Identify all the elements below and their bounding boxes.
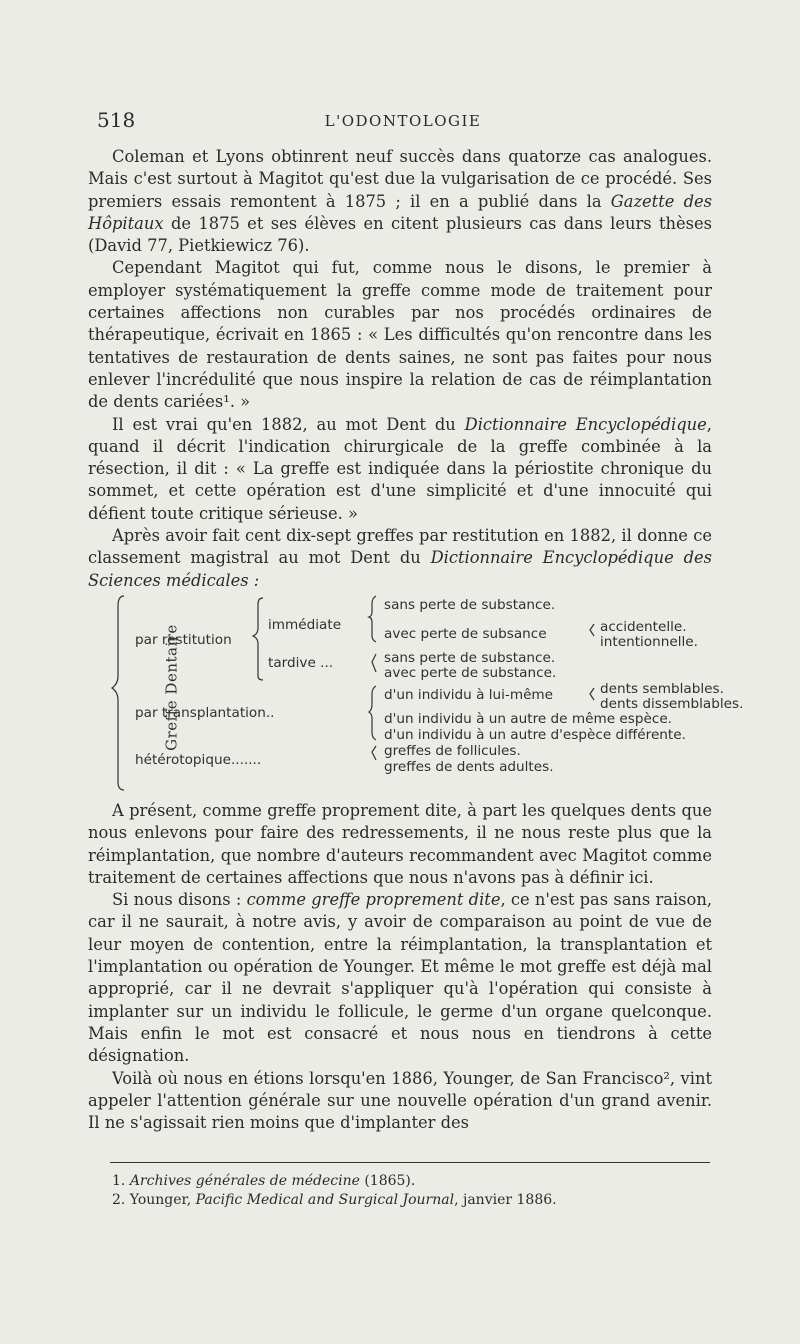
text-run: (1865). (359, 1173, 416, 1189)
transplantation-brace (369, 686, 376, 740)
running-title: L'ODONTOLOGIE (324, 112, 482, 130)
lui-meme-brace (590, 688, 594, 700)
text-run: Si nous disons : (112, 890, 247, 910)
text-run: Il est vrai qu'en 1882, au mot Dent du (112, 414, 465, 434)
text-run: , janvier 1886. (454, 1192, 557, 1208)
label-heterotopique: hétérotopique....... (135, 752, 262, 768)
page-header (97, 108, 709, 138)
label-individu-lui-meme: d'un individu à lui-même (384, 687, 554, 703)
text-run: Cependant Magitot qui fut, comme nous le disons, le premier à employer systématiquement la greffe comme mode de traitement pour certaines affections non curables par nos procédés ordinaires de thérapeutique, écrivait en 1865 : « Les difficultés qu'on rencontre dans les tentatives de restauration de dents saines, ne sont pas faites pour nous enlever l'incrédulité que nous inspire la relation de cas de réimplantation de dents cariées¹. » (88, 258, 712, 412)
label-espece-differente: d'un individu à un autre d'espèce différente. (384, 727, 686, 743)
paragraph (88, 525, 712, 592)
body-text-bottom (88, 800, 712, 1134)
label-tardive: tardive ... (268, 655, 334, 671)
paragraph (88, 800, 712, 889)
main-brace (112, 596, 124, 790)
label-dents-adultes: greffes de dents adultes. (384, 759, 554, 775)
label-sans-perte-1: sans perte de substance. (384, 597, 556, 613)
page-number: 518 (97, 108, 136, 132)
text-run: Après avoir fait cent dix-sept greffes par restitution en 1882, il donne ce classement magistral au mot Dent du (88, 526, 712, 568)
heterotopique-brace (372, 746, 376, 760)
text-run: de 1875 et ses élèves en citent plusieurs cas dans leurs thèses (David 77, Pietkiewicz 76). (88, 213, 712, 256)
tardive-brace (372, 654, 376, 672)
label-intentionnelle: intentionnelle. (600, 634, 698, 650)
italic-run: comme greffe proprement dite (246, 890, 501, 910)
label-sans-perte-2: sans perte de substance. (384, 650, 556, 666)
italic-run: Dictionnaire Encyclopédique des Sciences médicales : (88, 548, 712, 590)
text-run: Coleman et Lyons obtinrent neuf succès dans quatorze cas analogues. Mais c'est surtout à Magitot qu'est due la vulgarisation de ce procédé. Ses premiers essais remontent à 1875 ; il en a publié dans la (88, 147, 712, 211)
paragraph (88, 146, 712, 257)
label-par-transplantation: par transplantation.. (135, 705, 275, 721)
restitution-brace (253, 598, 263, 680)
paragraph (88, 257, 712, 413)
footnotes (112, 1172, 712, 1210)
label-avec-perte-1: avec perte de subsance (384, 626, 547, 642)
label-dents-dissemblables: dents dissemblables. (600, 696, 744, 712)
text-run: , ce n'est pas sans raison, car il ne saurait, à notre avis, y avoir de comparaison au point de vue de leur moyen de contention, entre la réimplantation, la transplantation et l'implantation ou opération de Younger. Et même le mot greffe est déjà mal approprié, car il ne devrait s'appliquer qu'à l'opération qui consiste à implanter sur un individu le follicule, le germe d'un organe quelconque. Mais enfin le mot est consacré et nous nous en tiendrons à cette désignation. (88, 890, 712, 1066)
text-run: A présent, comme greffe proprement dite, à part les quelques dents que nous enlevons pour faire des redressements, il ne nous reste plus que la réimplantation, que nombre d'auteurs recommandent avec Magitot comme traitement de certaines affections que nous n'avons pas à définir ici. (88, 801, 712, 887)
label-accidentelle: accidentelle. (600, 619, 687, 635)
subsance-brace (590, 624, 594, 636)
italic-run: Gazette des Hôpitaux (88, 191, 713, 233)
text-run: 2. Younger, (112, 1192, 196, 1208)
side-label-greffe-dentaire: Greffe Dentaire (162, 624, 181, 751)
footnote-rule (110, 1162, 710, 1163)
paragraph (88, 414, 712, 525)
italic-run: Dictionnaire Encyclopédique (464, 414, 707, 434)
italic-run: Archives générales de médecine (129, 1173, 360, 1189)
paragraph (88, 1068, 712, 1135)
label-dents-semblables: dents semblables. (600, 681, 724, 697)
italic-run: Pacific Medical and Surgical Journal (195, 1192, 455, 1208)
text-run: 1. (112, 1173, 130, 1189)
label-meme-espece: d'un individu à un autre de même espèce. (384, 711, 672, 727)
label-immediate: immédiate (268, 617, 342, 633)
body-text-top (88, 146, 712, 592)
footnote (112, 1172, 712, 1191)
footnote (112, 1191, 712, 1210)
text-run: Voilà où nous en étions lorsqu'en 1886, Younger, de San Francisco², vint appeler l'attention générale sur une nouvelle opération d'un grand avenir. Il ne s'agissait rien moins que d'implanter des (88, 1068, 712, 1133)
label-follicules: greffes de follicules. (384, 743, 521, 759)
classification-table (88, 592, 744, 792)
label-avec-perte-2: avec perte de substance. (384, 665, 557, 681)
label-par-restitution: par restitution (135, 632, 232, 648)
text-run: , quand il décrit l'indication chirurgicale de la greffe combinée à la résection, il dit : « La greffe est indiquée dans la périostite chronique du sommet, et cette opération est d'une simplicité et d'une innocuité qui défient toute critique sérieuse. » (88, 414, 712, 523)
paragraph (88, 889, 712, 1067)
immediate-brace (369, 596, 376, 642)
